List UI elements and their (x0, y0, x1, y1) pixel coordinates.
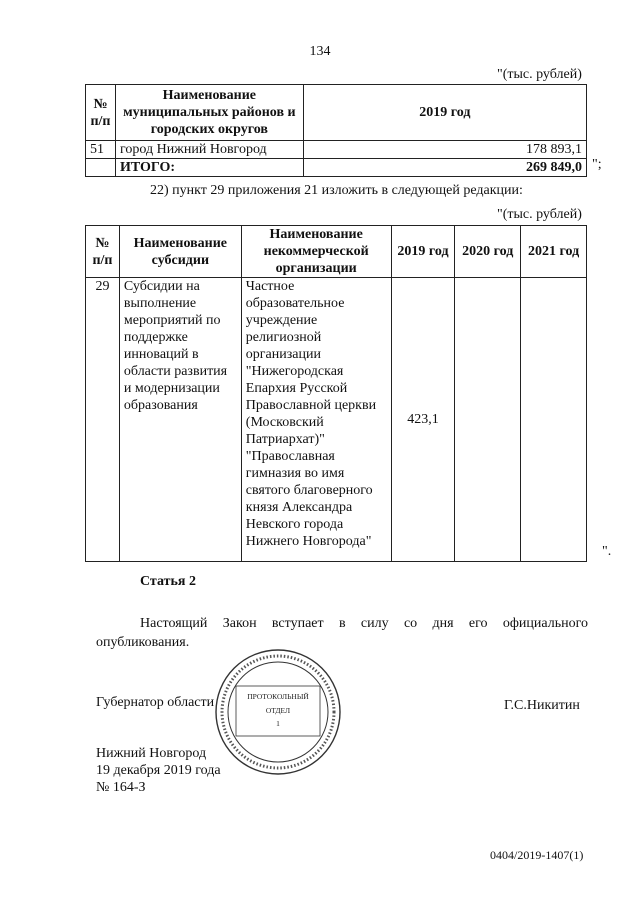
law-number: № 164-З (96, 780, 146, 795)
table1-closing: "; (592, 157, 602, 172)
table-row (86, 141, 587, 159)
header-num: № п/п (86, 85, 116, 141)
header-2019: 2019 год (391, 226, 455, 278)
row-value-2019: 423,1 (391, 278, 455, 562)
total-value: 269 849,0 (303, 159, 586, 177)
article-title: Статья 2 (140, 574, 196, 589)
place-city: Нижний Новгород (96, 746, 207, 761)
stamp-line-3: 1 (276, 719, 280, 728)
table-header-row (86, 226, 587, 278)
allocation-table (85, 84, 587, 177)
header-name: Наименование муниципальных районов и городских округов (115, 85, 303, 141)
table1-unit: "(тыс. рублей) (497, 67, 582, 82)
place-and-date (96, 745, 221, 796)
header-subsidy: Наименование субсидии (119, 226, 241, 278)
row-name: город Нижний Новгород (115, 141, 303, 159)
row-value: 178 893,1 (303, 141, 586, 159)
row-value-2021 (521, 278, 587, 562)
row-subsidy: Субсидии на выполнение мероприятий по поддержке инноваций в области развития и модернизации образования (119, 278, 241, 562)
article-text: Настоящий Закон вступает в силу со дня его официального опубликования. (96, 616, 588, 650)
total-label: ИТОГО: (115, 159, 303, 177)
row-organization: Частное образовательное учреждение религиозной организации "Нижегородская Епархия Русской Православной церкви (Московский Патриархат)" "Православная гимназия во имя святого благоверного князя Александра Невского города Нижнего Новгорода" (241, 278, 391, 562)
row-value-2020 (455, 278, 521, 562)
place-date: 19 декабря 2019 года (96, 763, 221, 778)
stamp-line-1: ПРОТОКОЛЬНЫЙ (247, 692, 309, 701)
stamp-seal (212, 646, 344, 778)
document-code: 0404/2019-1407(1) (490, 848, 584, 862)
page-number: 134 (309, 44, 331, 59)
table2-unit: "(тыс. рублей) (497, 207, 582, 222)
row-num: 51 (86, 141, 116, 159)
signature-name: Г.С.Никитин (504, 698, 580, 713)
row-num: 29 (86, 278, 120, 562)
header-2020: 2020 год (455, 226, 521, 278)
stamp-line-2: ОТДЕЛ (265, 706, 291, 715)
amendment-instruction: 22) пункт 29 приложения 21 изложить в следующей редакции: (150, 183, 523, 198)
subsidy-table (85, 225, 587, 562)
total-row (86, 159, 587, 177)
header-year: 2019 год (303, 85, 586, 141)
header-num: № п/п (86, 226, 120, 278)
governor-label: Губернатор области (96, 695, 215, 710)
header-organization: Наименование некоммерческой организации (241, 226, 391, 278)
header-2021: 2021 год (521, 226, 587, 278)
table2-closing: ". (602, 544, 612, 559)
table-row (86, 278, 587, 562)
table-header-row (86, 85, 587, 141)
